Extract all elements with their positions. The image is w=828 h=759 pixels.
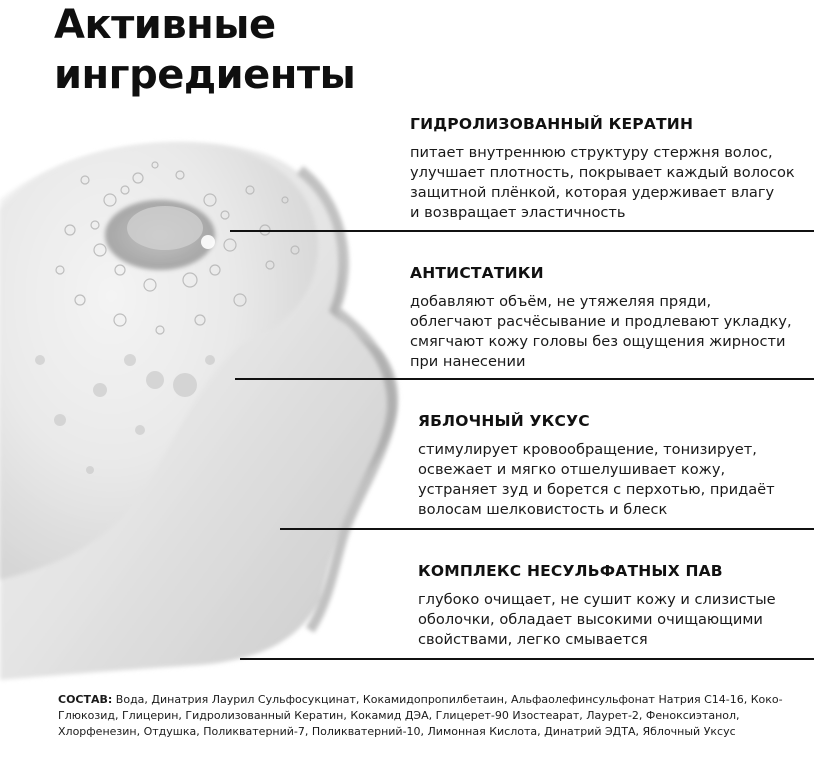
divider — [235, 378, 814, 380]
composition-text — [58, 692, 788, 740]
composition-list: Вода, Динатрия Лаурил Сульфосукцинат, Кокамидопропилбетаин, Альфаолефинсульфонат Натрия С14-16, Коко-Глюкозид, Глицерин, Гидролизованный Кератин, Кокамид ДЭА, Глицерет-90 Изостеарат, Лаурет-2, Феноксиэтанол, Хлорфенезин, Отдушка, Поликватерний-7, Поликватерний-10, Лимонная Кислота, Динатрий ЭДТА, Яблочный Уксус — [58, 693, 783, 738]
ingredient-heading: КОМПЛЕКС НЕСУЛЬФАТНЫХ ПАВ — [418, 562, 723, 580]
ingredient-heading: ГИДРОЛИЗОВАННЫЙ КЕРАТИН — [410, 115, 694, 133]
ingredient-surfactants — [418, 562, 776, 650]
ingredient-heading: АНТИСТАТИКИ — [410, 264, 544, 282]
ingredient-description: стимулирует кровообращение, тонизирует, освежает и мягко отшелушивает кожу, устраняет зуд и борется с перхотью, придаёт волосам шелковистость и блеск — [418, 441, 775, 518]
divider — [280, 528, 814, 530]
composition-label: СОСТАВ: — [58, 693, 113, 706]
divider — [230, 230, 814, 232]
ingredient-heading: ЯБЛОЧНЫЙ УКСУС — [418, 412, 590, 430]
ingredient-description: глубоко очищает, не сушит кожу и слизистые оболочки, обладает высокими очищающими свойствами, легко смывается — [418, 591, 776, 648]
ingredient-description: питает внутреннюю структуру стержня волос, улучшает плотность, покрывает каждый волосок защитной плёнкой, которая удерживает влагу и возвращает эластичность — [410, 144, 795, 221]
page-title: Активные ингредиенты — [54, 2, 356, 98]
ingredient-description: добавляют объём, не утяжеляя пряди, облегчают расчёсывание и продлевают укладку, смягчают кожу головы без ощущения жирности при нанесении — [410, 293, 792, 370]
ingredient-keratin — [410, 115, 795, 223]
ingredient-antistatics — [410, 264, 792, 372]
ingredient-apple-vinegar — [418, 412, 775, 520]
divider — [240, 658, 814, 660]
